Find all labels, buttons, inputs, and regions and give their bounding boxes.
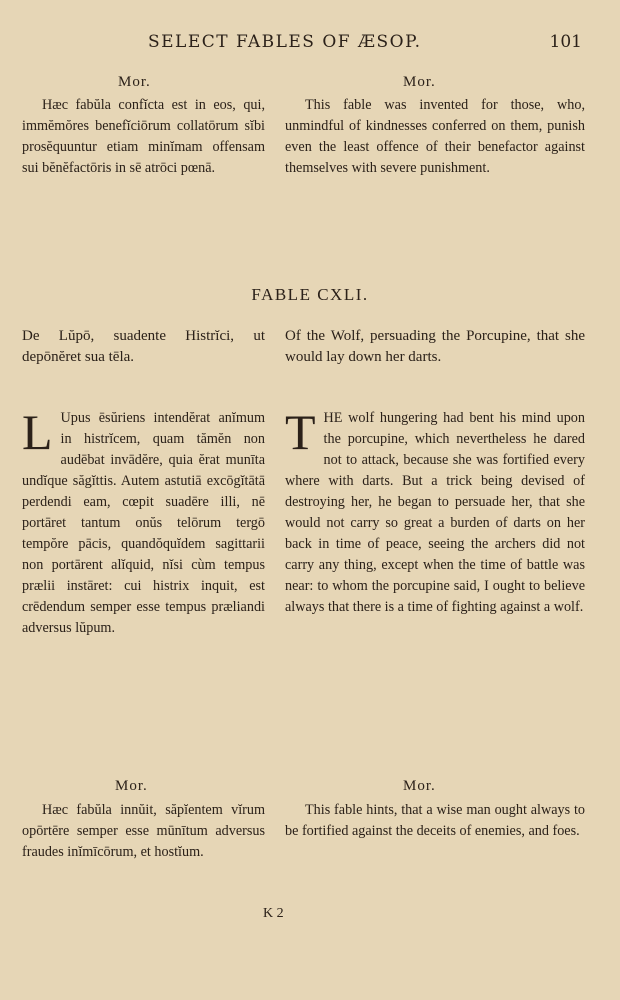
latin-moral-text: Hæc fabŭla confĭcta est in eos, qui, immĕmŏres benefĭciōrum collatōrum sĭbi prosĕquuntur etiam minĭmam offensam sui bĕnĕfactōris in sē atrōci pœnā.: [22, 97, 265, 176]
latin-moral-text-2: Hæc fabŭla innŭit, săpĭentem vĭrum opōrtēre semper esse mūnītum adversus fraudes inĭmīcōrum, et hostĭum.: [22, 802, 265, 860]
english-fable-text: T HE wolf hungering had bent his mind upon the porcupine, which nevertheless he dared not to attack, because she was fortified every where with darts. But a trick being devised of destroying her, he began to persuade her, that she would not carry so great a burden of darts on her back in time of peace, seeing the archers did not carry any thing, except when the time of battle was near: to whom the porcupine said, I ought to believe always that there is a time of fighting against a wolf.: [285, 404, 585, 615]
latin-drop-cap: L: [22, 404, 53, 460]
latin-moral-heading: Mor.: [118, 74, 151, 90]
english-moral-text-2: This fable hints, that a wise man ought always to be fortified against the deceits of enemies, and foes.: [285, 802, 585, 839]
running-head: [0, 28, 620, 58]
latin-argument: De Lŭpō, suadente Histrĭci, ut depōnĕret sua tēla.: [22, 328, 265, 365]
english-moral-heading-2: Mor.: [403, 778, 436, 794]
english-moral-text: This fable was invented for those, who, unmindful of kindnesses conferred on them, punish even the least offence of their benefactor against themselves with severe punishment.: [285, 97, 585, 176]
english-argument: Of the Wolf, persuading the Porcupine, that she would lay down her darts.: [285, 328, 585, 365]
english-drop-cap: T: [285, 404, 316, 460]
page-number: 101: [549, 32, 582, 52]
running-title: SELECT FABLES OF ÆSOP.: [148, 32, 422, 52]
latin-fable-text: L Upus ēsŭriens intendĕrat anĭmum in histrĭcem, quam tămĕn non audēbat invādĕre, quia ĕrat munīta undĭque săgĭttis. Autem astutiā excōgĭtātā perdendi eam, cœpit suadēre illi, nē portāret tantum onŭs telōrum tergō tempŏre pācis, quandŏquĭdem sagittarii non portārent alĭquid, nĭsi cùm tempus prælii instāret: cui histrix inquit, est crēdendum semper esse tempus præliandi adversus lŭpum.: [22, 404, 265, 636]
latin-moral-heading-2: Mor.: [115, 778, 148, 794]
english-moral-heading: Mor.: [403, 74, 436, 90]
fable-title: FABLE CXLI.: [251, 285, 369, 304]
signature-mark: K 2: [263, 906, 284, 921]
